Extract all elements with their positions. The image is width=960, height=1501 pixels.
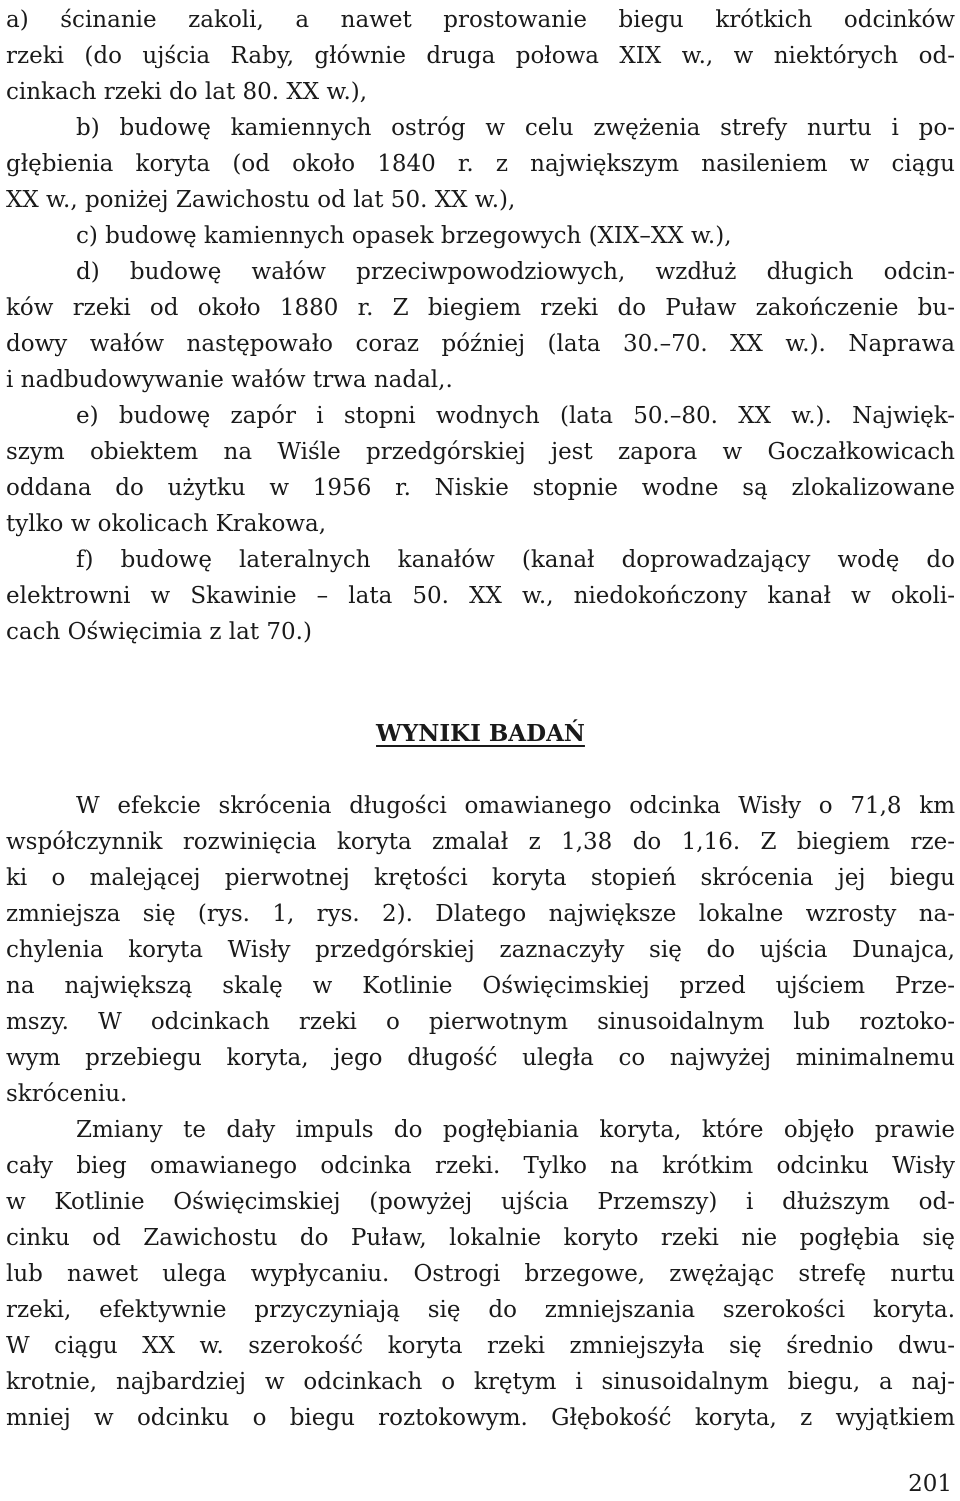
- text-line: zmniejsza się (rys. 1, rys. 2). Dlatego największe lokalne wzrosty na-: [6, 901, 955, 927]
- page-number: 201: [908, 1471, 952, 1497]
- text-line: na największą skalę w Kotlinie Oświęcimskiej przed ujściem Prze-: [6, 973, 955, 999]
- text-line: chylenia koryta Wisły przedgórskiej zaznaczyły się do ujścia Dunajca,: [6, 937, 955, 963]
- text-line: skróceniu.: [6, 1081, 128, 1107]
- text-line: cały bieg omawianego odcinka rzeki. Tylko na krótkim odcinku Wisły: [6, 1153, 955, 1179]
- text-line: c) budowę kamiennych opasek brzegowych (XIX–XX w.),: [76, 223, 732, 249]
- section-heading: [6, 716, 955, 752]
- text-line: krotnie, najbardziej w odcinkach o krętym i sinusoidalnym biegu, a naj-: [6, 1369, 955, 1395]
- text-line: cinkach rzeki do lat 80. XX w.),: [6, 79, 368, 105]
- document-page: [6, 0, 955, 1436]
- text-line: W efekcie skrócenia długości omawianego odcinka Wisły o 71,8 km: [76, 793, 955, 819]
- section-heading-text: WYNIKI BADAŃ: [376, 720, 585, 747]
- text-line: W ciągu XX w. szerokość koryta rzeki zmniejszyła się średnio dwu-: [6, 1333, 955, 1359]
- text-line: współczynnik rozwinięcia koryta zmalał z 1,38 do 1,16. Z biegiem rze-: [6, 829, 955, 855]
- results-paragraph-2: [6, 1112, 955, 1436]
- text-line: Zmiany te dały impuls do pogłębiania koryta, które objęło prawie: [76, 1117, 955, 1143]
- list-item-c: [6, 218, 955, 254]
- text-line: ki o malejącej pierwotnej krętości koryta stopień skrócenia jej biegu: [6, 865, 955, 891]
- list-item-e: [6, 398, 955, 542]
- text-line: XX w., poniżej Zawichostu od lat 50. XX w.),: [6, 187, 516, 213]
- text-line: i nadbudowywanie wałów trwa nadal,.: [6, 367, 453, 393]
- text-line: mszy. W odcinkach rzeki o pierwotnym sinusoidalnym lub roztoko-: [6, 1009, 955, 1035]
- results-paragraph-1: [6, 788, 955, 1112]
- list-item-f: [6, 542, 955, 650]
- text-line: cinku od Zawichostu do Puław, lokalnie koryto rzeki nie pogłębia się: [6, 1225, 955, 1251]
- text-line: mniej w odcinku o biegu roztokowym. Głębokość koryta, z wyjątkiem: [6, 1405, 955, 1431]
- text-line: f) budowę lateralnych kanałów (kanał doprowadzający wodę do: [76, 547, 955, 573]
- text-line: tylko w okolicach Krakowa,: [6, 511, 327, 537]
- text-line: wym przebiegu koryta, jego długość uległa co najwyżej minimalnemu: [6, 1045, 955, 1071]
- text-line: rzeki (do ujścia Raby, głównie druga połowa XIX w., w niektórych od-: [6, 43, 955, 69]
- list-item-a: [6, 2, 955, 110]
- text-line: cach Oświęcimia z lat 70.): [6, 619, 312, 645]
- text-line: ków rzeki od około 1880 r. Z biegiem rzeki do Puław zakończenie bu-: [6, 295, 955, 321]
- text-line: lub nawet ulega wypłycaniu. Ostrogi brzegowe, zwężając strefę nurtu: [6, 1261, 955, 1287]
- text-line: e) budowę zapór i stopni wodnych (lata 50.–80. XX w.). Najwięk-: [76, 403, 955, 429]
- text-line: dowy wałów następowało coraz później (lata 30.–70. XX w.). Naprawa: [6, 331, 955, 357]
- river-regulation-list: [6, 2, 955, 650]
- text-line: a) ścinanie zakoli, a nawet prostowanie biegu krótkich odcinków: [6, 7, 955, 33]
- list-item-b: [6, 110, 955, 218]
- text-line: d) budowę wałów przeciwpowodziowych, wzdłuż długich odcin-: [76, 259, 955, 285]
- text-line: szym obiektem na Wiśle przedgórskiej jest zapora w Goczałkowicach: [6, 439, 955, 465]
- text-line: elektrowni w Skawinie – lata 50. XX w., niedokończony kanał w okoli-: [6, 583, 955, 609]
- list-item-d: [6, 254, 955, 398]
- text-line: w Kotlinie Oświęcimskiej (powyżej ujścia Przemszy) i dłuższym od-: [6, 1189, 955, 1215]
- text-line: b) budowę kamiennych ostróg w celu zwężenia strefy nurtu i po-: [76, 115, 955, 141]
- text-line: oddana do użytku w 1956 r. Niskie stopnie wodne są zlokalizowane: [6, 475, 955, 501]
- text-line: głębienia koryta (od około 1840 r. z największym nasileniem w ciągu: [6, 151, 955, 177]
- text-line: rzeki, efektywnie przyczyniają się do zmniejszania szerokości koryta.: [6, 1297, 955, 1323]
